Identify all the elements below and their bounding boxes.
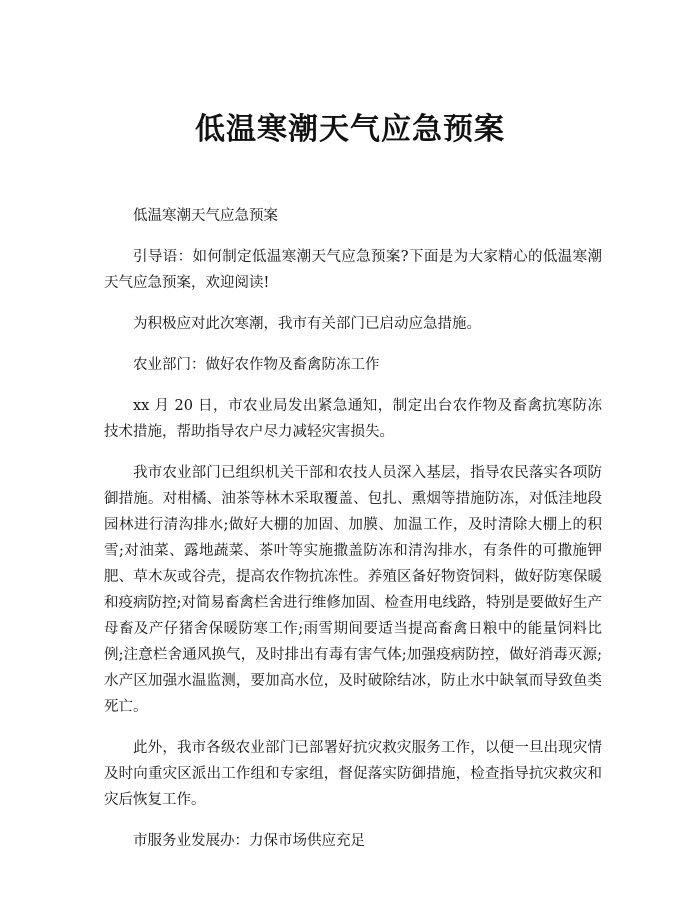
document-body bbox=[104, 203, 602, 869]
paragraph-agriculture-heading: 农业部门：做好农作物及畜禽防冻工作 bbox=[133, 357, 380, 373]
document-title: 低温寒潮天气应急预案 bbox=[195, 112, 505, 147]
paragraph-response: 为积极应对此次寒潮，我市有关部门已启动应急措施。 bbox=[133, 316, 481, 332]
paragraph-relief: 此外，我市各级农业部门已部署好抗灾救灾服务工作，以便一旦出现灾情及时向重灾区派出工作组和专家组，督促落实防御措施，检查指导抗灾救灾和灾后恢复工作。 bbox=[104, 740, 602, 808]
paragraph-subtitle: 低温寒潮天气应急预案 bbox=[133, 208, 278, 224]
paragraph-notice: xx 月 20 日，市农业局发出紧急通知，制定出台农作物及畜禽抗寒防冻技术措施，帮助指导农户尽力减轻灾害损失。 bbox=[104, 398, 602, 440]
paragraph-measures: 我市农业部门已组织机关干部和农技人员深入基层，指导农民落实各项防御措施。对柑橘、油茶等林木采取覆盖、包扎、熏烟等措施防冻，对低洼地段园林进行清沟排水;做好大棚的加固、加膜、加温工作，及时清除大棚上的积雪;对油菜、露地蔬菜、茶叶等实施撒盖防冻和清沟排水，有条件的可撒施钾肥、草木灰或谷壳，提高农作物抗冻性。养殖区备好物资饲料，做好防寒保暖和疫病防控;对简易畜禽栏舍进行维修加固、检查用电线路，特别是要做好生产母畜及产仔猪舍保暖防寒工作;雨雪期间要适当提高畜禽日粮中的能量饲料比例;注意栏舍通风换气，及时排出有毒有害气体;加强疫病防控，做好消毒灭源;水产区加强水温监测，要加高水位，及时破除结冰，防止水中缺氧而导致鱼类死亡。 bbox=[104, 465, 602, 715]
paragraph-intro: 引导语：如何制定低温寒潮天气应急预案?下面是为大家精心的低温寒潮天气应急预案，欢迎阅读! bbox=[104, 249, 602, 291]
paragraph-service-heading: 市服务业发展办：力保市场供应充足 bbox=[133, 833, 365, 849]
